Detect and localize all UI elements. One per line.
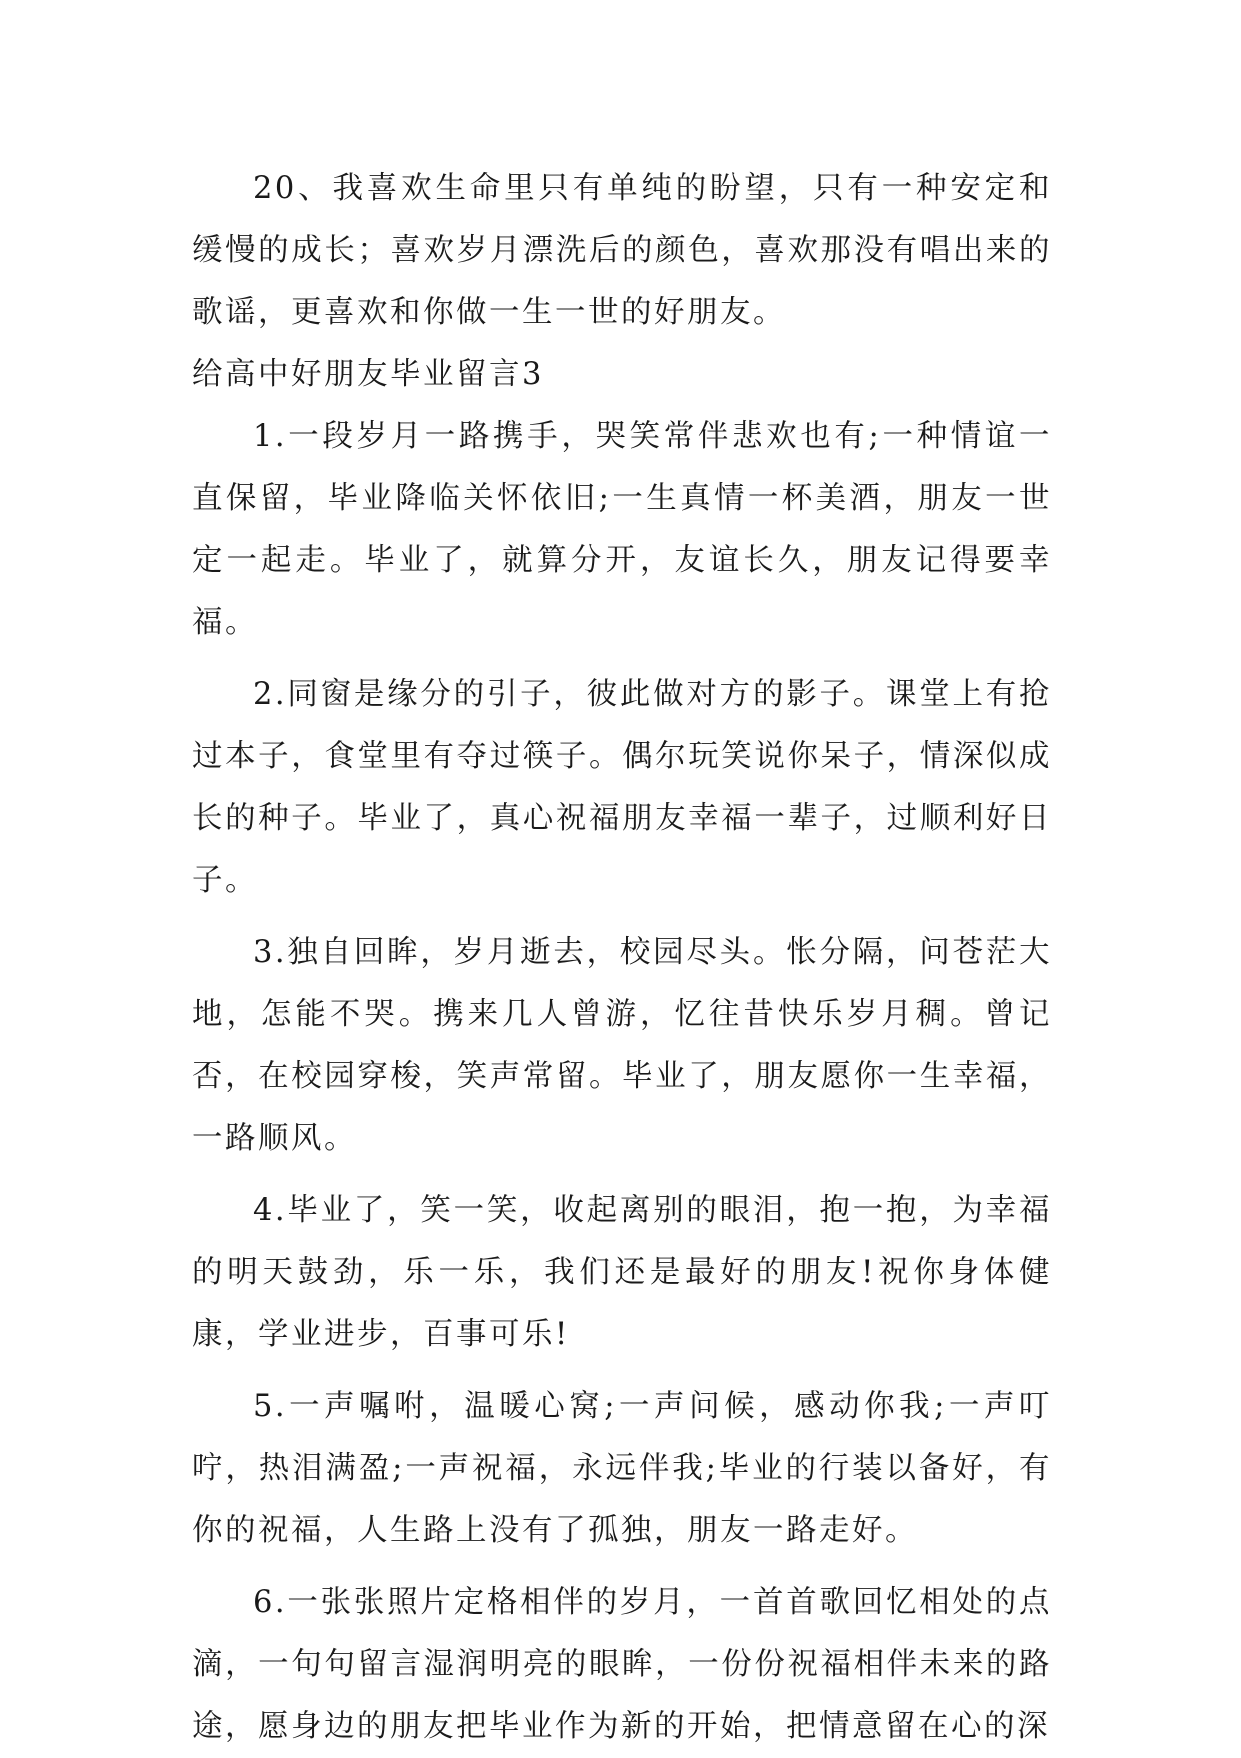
message-item-1: 1.一段岁月一路携手，哭笑常伴悲欢也有;一种情谊一直保留，毕业降临关怀依旧;一生真情一杯美酒，朋友一世定一起走。毕业了，就算分开，友谊长久，朋友记得要幸福。 — [192, 419, 1052, 640]
section-heading: 给高中好朋友毕业留言3 — [192, 357, 544, 392]
message-item-6: 6.一张张照片定格相伴的岁月，一首首歌回忆相处的点滴，一句句留言湿润明亮的眼眸，一份份祝福相伴未来的路途，愿身边的朋友把毕业作为新的开始，把情意留在心的深 — [192, 1585, 1052, 1744]
document-body — [192, 158, 1052, 1758]
message-item-2: 2.同窗是缘分的引子，彼此做对方的影子。课堂上有抢过本子，食堂里有夺过筷子。偶尔玩笑说你呆子，情深似成长的种子。毕业了，真心祝福朋友幸福一辈子，过顺利好日子。 — [192, 677, 1052, 898]
message-item-3: 3.独自回眸，岁月逝去，校园尽头。怅分隔，问苍茫大地，怎能不哭。携来几人曾游，忆往昔快乐岁月稠。曾记否，在校园穿梭，笑声常留。毕业了，朋友愿你一生幸福，一路顺风。 — [192, 935, 1052, 1156]
paragraph-20: 20、我喜欢生命里只有单纯的盼望，只有一种安定和缓慢的成长；喜欢岁月漂洗后的颜色，喜欢那没有唱出来的歌谣，更喜欢和你做一生一世的好朋友。 — [192, 171, 1052, 330]
message-item-4: 4.毕业了，笑一笑，收起离别的眼泪，抱一抱，为幸福的明天鼓劲，乐一乐，我们还是最好的朋友!祝你身体健康，学业进步，百事可乐! — [192, 1193, 1052, 1352]
message-item-5: 5.一声嘱咐，温暖心窝;一声问候，感动你我;一声叮咛，热泪满盈;一声祝福，永远伴我;毕业的行装以备好，有你的祝福，人生路上没有了孤独，朋友一路走好。 — [192, 1389, 1052, 1548]
